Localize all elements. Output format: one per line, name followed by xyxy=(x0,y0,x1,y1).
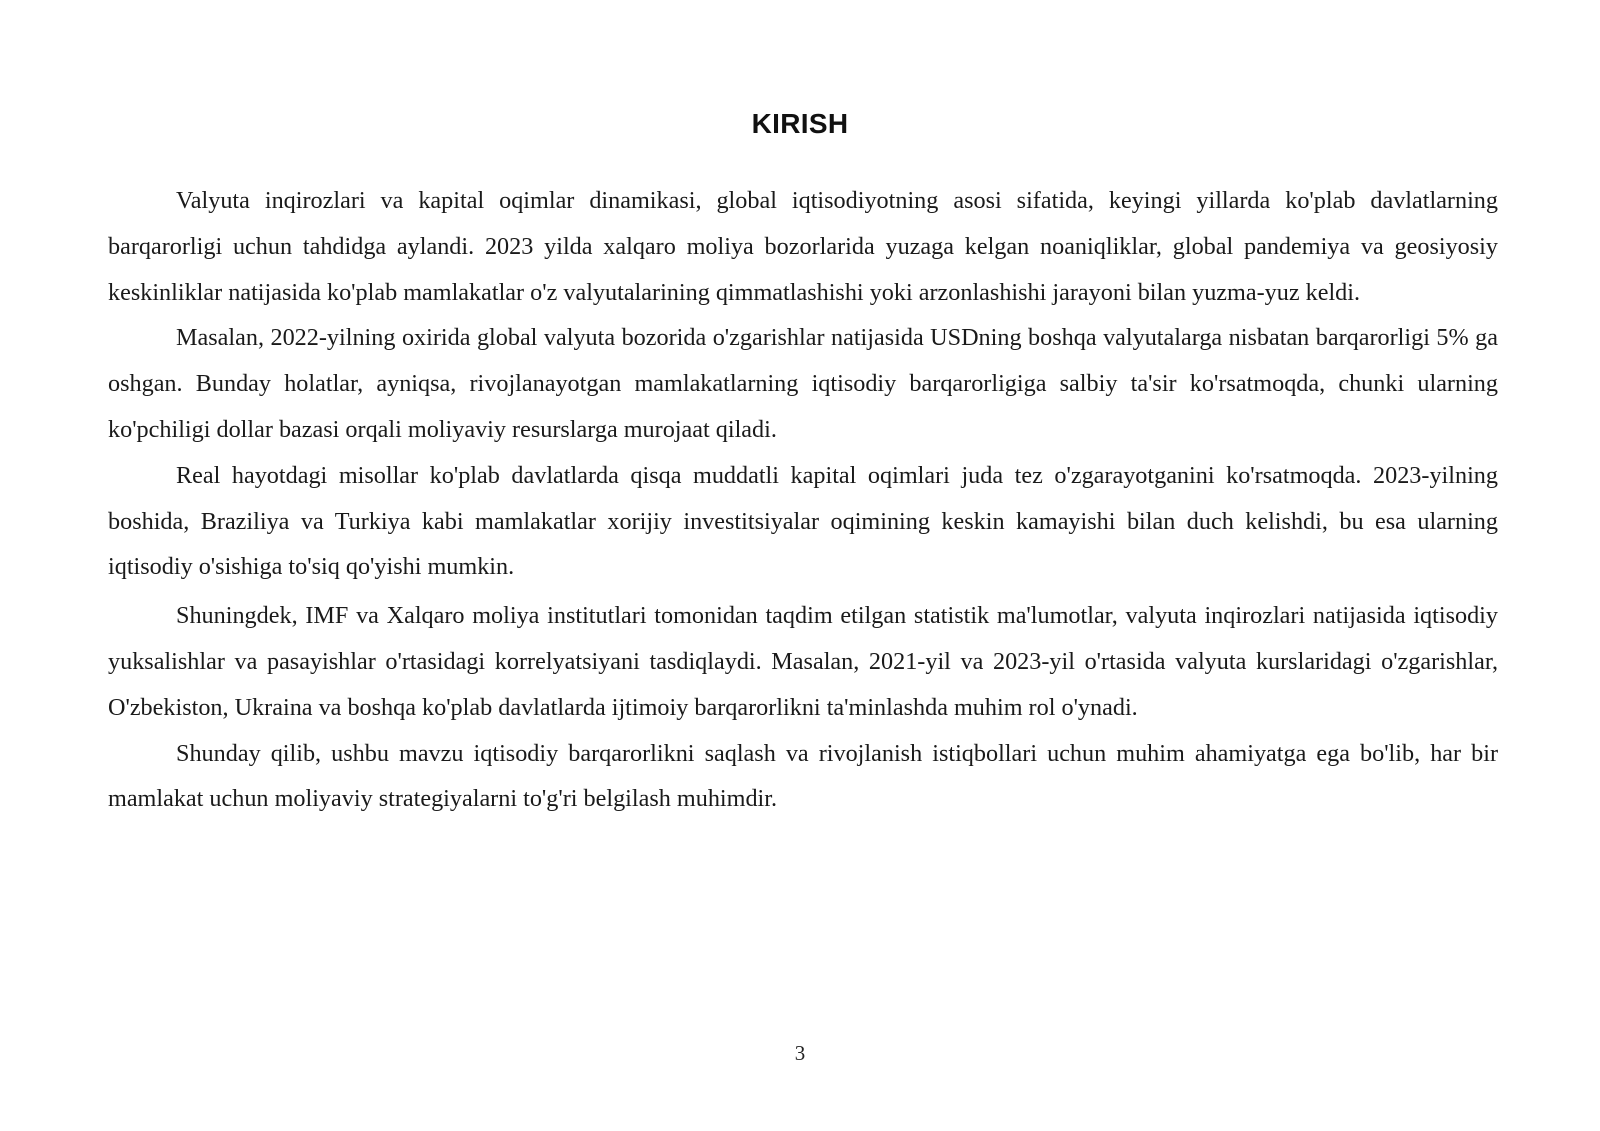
page-number: 3 xyxy=(794,1041,806,1065)
paragraph-1: Valyuta inqirozlari va kapital oqimlar dinamikasi, global iqtisodiyotning asosi sifatida, keyingi yillarda ko'plab davlatlarning barqarorligi uchun tahdidga aylandi. 2023 yilda xalqaro moliya bozorlarida yuzaga kelgan noaniqliklar, global pandemiya va geosiyosiy keskinliklar natijasida ko'plab mamlakatlar o'z valyutalarining qimmatlashishi yoki arzonlashishi jarayoni bilan yuzma-yuz keldi. xyxy=(108,187,1498,306)
page-title: KIRISH xyxy=(751,108,849,139)
paragraph-4: Shuningdek, IMF va Xalqaro moliya institutlari tomonidan taqdim etilgan statistik ma'lumotlar, valyuta inqirozlari natijasida iqtisodiy yuksalishlar va pasayishlar o'rtasidagi korrelyatsiyani tasdiqlaydi. Masalan, 2021-yil va 2023-yil o'rtasida valyuta kurslaridagi o'zgarishlar, O'zbekiston, Ukraina va boshqa ko'plab davlatlarda ijtimoiy barqarorlikni ta'minlashda muhim rol o'ynadi. xyxy=(108,602,1498,721)
paragraph-3: Real hayotdagi misollar ko'plab davlatlarda qisqa muddatli kapital oqimlari juda tez o'zgarayotganini ko'rsatmoqda. 2023-yilning boshida, Braziliya va Turkiya kabi mamlakatlar xorijiy investitsiyalar oqimining keskin kamayishi bilan duch kelishdi, bu esa ularning iqtisodiy o'sishiga to'siq qo'yishi mumkin. xyxy=(108,461,1498,581)
paragraph-5: Shunday qilib, ushbu mavzu iqtisodiy barqarorlikni saqlash va rivojlanish istiqbollari uchun muhim ahamiyatga ega bo'lib, har bir mamlakat uchun moliyaviy strategiyalarni to'g'ri belgilash muhimdir. xyxy=(108,739,1498,813)
paragraph-2: Masalan, 2022-yilning oxirida global valyuta bozorida o'zgarishlar natijasida USDning boshqa valyutalarga nisbatan barqarorligi 5% ga oshgan. Bunday holatlar, ayniqsa, rivojlanayotgan mamlakatlarning iqtisodiy barqarorligiga salbiy ta'sir ko'rsatmoqda, chunki ularning ko'pchiligi dollar bazasi orqali moliyaviy resurslarga murojaat qiladi. xyxy=(108,324,1498,443)
body-text xyxy=(108,178,1498,822)
